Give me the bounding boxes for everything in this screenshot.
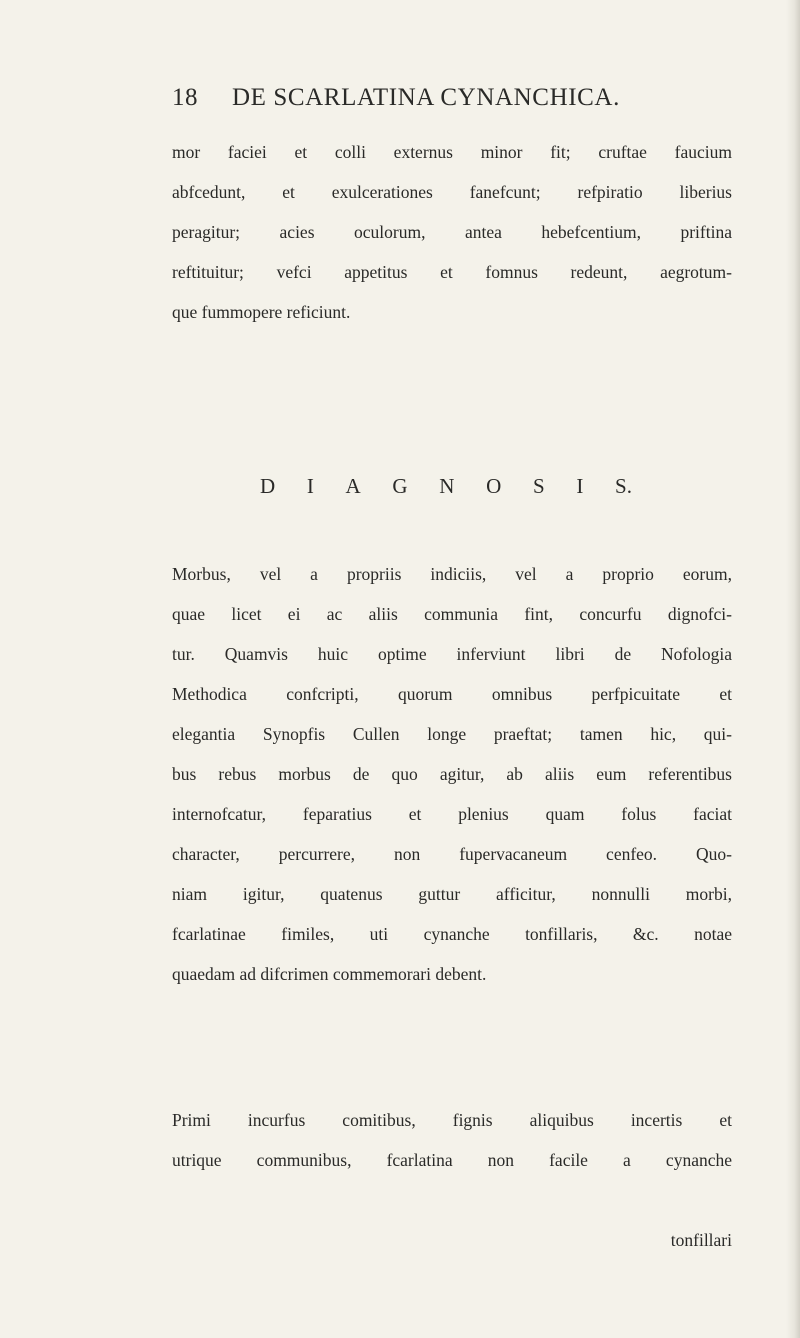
running-title: DE SCARLATINA CYNANCHICA. [232,84,620,111]
text-line: character, percurrere, non fupervacaneum cenfeo. Quo- [172,844,732,864]
section-heading [260,466,632,506]
text-line: Morbus, vel a propriis indiciis, vel a proprio eorum, [172,564,732,584]
heading-letter: I [576,473,584,498]
text-line: mor faciei et colli externus minor fit; cruftae faucium [172,142,732,162]
heading-letter: G [392,473,408,498]
page-edge-shadow [786,0,800,1338]
text-line: bus rebus morbus de quo agitur, ab aliis eum referentibus [172,764,732,784]
text-line: internofcatur, feparatius et plenius quam folus faciat [172,804,732,824]
text-line: reftituitur; vefci appetitus et fomnus redeunt, aegrotum- [172,262,732,282]
text-line: utrique communibus, fcarlatina non facile a cynanche [172,1150,732,1170]
text-line: abfcedunt, et exulcerationes fanefcunt; refpiratio liberius [172,182,732,202]
text-line: Methodica confcripti, quorum omnibus perfpicuitate et [172,684,732,704]
heading-letter: I [306,473,314,498]
running-head [172,84,732,124]
text-line: que fummopere reficiunt. [172,302,351,322]
heading-letter: A [345,473,361,498]
text-line: fcarlatinae fimiles, uti cynanche tonfillaris, &c. notae [172,924,732,944]
text-line: niam igitur, quatenus guttur afficitur, nonnulli morbi, [172,884,732,904]
text-line: quaedam ad difcrimen commemorari debent. [172,964,487,984]
text-line: Primi incurfus comitibus, fignis aliquibus incertis et [172,1110,732,1130]
text-line: elegantia Synopfis Cullen longe praeftat; tamen hic, qui- [172,724,732,744]
heading-letter: S [532,473,545,498]
heading-letter: D [260,473,276,498]
text-line: quae licet ei ac aliis communia fint, concurfu dignofci- [172,604,732,624]
heading-letter: S. [615,473,632,498]
page-number: 18 [172,84,198,111]
heading-letter: O [486,473,502,498]
paragraph-2 [172,554,732,994]
paragraph-1 [172,132,732,332]
heading-letter: N [439,473,455,498]
paragraph-3 [172,1100,732,1180]
text-line: tur. Quamvis huic optime inferviunt libri de Nofologia [172,644,732,664]
catchword: tonfillari [670,1230,732,1250]
text-line: peragitur; acies oculorum, antea hebefcentium, priftina [172,222,732,242]
